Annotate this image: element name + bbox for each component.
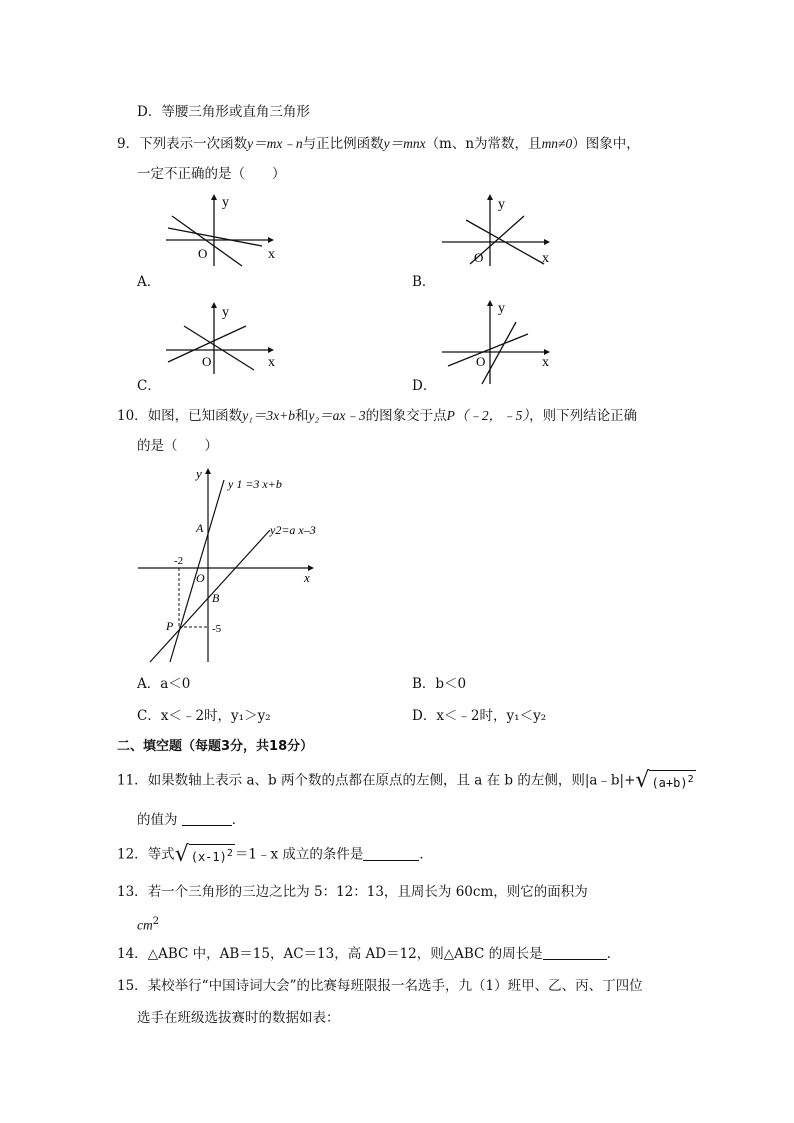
q9-text4: ）图象中，	[572, 136, 640, 152]
q9-text3: （m、n为常数，且	[425, 136, 542, 152]
q11-radicand: (a+b)	[651, 776, 688, 790]
q14-stem	[117, 944, 620, 964]
q9-expr2: y＝mnx	[383, 136, 426, 151]
q13-unit: cm	[137, 917, 153, 933]
origin-label: O	[198, 246, 208, 261]
q12-post: ＝1﹣x 成立的条件是	[234, 846, 364, 863]
q10-text4: ，则下列结论正确	[529, 408, 638, 424]
q11-line2-text: 的值为	[137, 812, 178, 828]
q9-option-b: B．	[412, 274, 436, 290]
y1-line-label: y 1 =3 x+b	[228, 477, 282, 491]
q10-figure	[136, 464, 326, 666]
line-2	[482, 322, 516, 384]
x-label: x	[542, 355, 549, 370]
q9-option-a: A．	[137, 274, 161, 290]
q9-text1: 下列表示一次函数	[139, 136, 248, 152]
q9-expr1: y＝mx﹣n	[247, 136, 303, 151]
q12-period: ．	[419, 846, 433, 863]
q9-graph-c	[158, 300, 288, 376]
q11-number: 11．	[117, 772, 148, 789]
q13-line2	[137, 912, 159, 936]
q12-pre: 等式	[147, 846, 175, 863]
q11-period: ．	[231, 812, 246, 828]
point-b-label: B	[212, 591, 220, 605]
tick-neg2: -2	[174, 555, 184, 567]
q9-option-c: C．	[137, 378, 161, 394]
y-label: y	[196, 466, 202, 481]
q10-text1: 如图，已知函数	[147, 408, 243, 424]
line-y2	[150, 530, 270, 662]
q13-stem	[117, 882, 588, 902]
x-label: x	[304, 570, 310, 585]
q9-cond: mn≠0	[541, 136, 573, 151]
q13-number: 13．	[117, 884, 148, 900]
q13-unit-exp: 2	[152, 916, 160, 927]
q12-exponent: 2	[226, 848, 233, 859]
q9-text2: 与正比例函数	[302, 136, 384, 152]
q11-answer-blank[interactable]	[182, 811, 232, 826]
q15-stem	[117, 976, 643, 996]
q11-sqrt: √ $(a+b)^2$	[635, 768, 694, 793]
tick-neg5: -5	[212, 623, 222, 635]
q10-option-d: D．x＜﹣2时，y₁＜y₂	[412, 708, 547, 724]
q12-sqrt: √ $(x-1)^2$	[174, 842, 233, 867]
q15-line2: 选手在班级选拔赛时的数据如表：	[137, 1010, 340, 1026]
q10-option-b: B．b＜0	[412, 676, 467, 692]
q10-number: 10．	[117, 408, 148, 424]
origin-label: O	[476, 354, 486, 369]
q11-text: 如果数轴上表示 a、b 两个数的点都在原点的左侧，且 a 在 b 的左侧，则|a﹣b|+	[147, 772, 636, 789]
q14-answer-blank[interactable]	[543, 945, 607, 960]
origin-label: O	[202, 354, 212, 369]
q12-answer-blank[interactable]	[363, 846, 419, 861]
q9-stem	[117, 134, 640, 154]
line-1	[448, 334, 528, 366]
q10-option-a: A．a＜0	[137, 676, 191, 692]
q11-exponent: 2	[687, 774, 694, 785]
q10-text3: 的图象交于点	[365, 408, 447, 424]
q9-number: 9．	[117, 136, 140, 152]
y-label: y	[222, 305, 229, 320]
q10-stem	[117, 406, 637, 426]
q12-radicand: (x-1)	[190, 850, 227, 864]
q10-stem-line2: 的是（ ）	[137, 438, 218, 454]
q9-graph-d	[436, 296, 566, 386]
q10-point: P（﹣2，﹣5）	[446, 408, 530, 423]
q10-y1: y₁＝3x+b	[242, 408, 295, 423]
point-p-label: P	[166, 619, 174, 633]
q14-text: △ABC 中，AB＝15，AC＝13，高 AD＝12，则△ABC 的周长是	[147, 946, 543, 962]
q12-stem	[117, 844, 433, 866]
point-a-label: A	[196, 521, 204, 535]
x-label: x	[542, 251, 549, 266]
q15-number: 15．	[117, 978, 148, 994]
q10-option-c: C．x＜﹣2时，y₁＞y₂	[137, 708, 271, 724]
q9-stem-line2: 一定不正确的是（ ）	[137, 166, 286, 182]
section-heading: 二、填空题（每题3分，共18分）	[117, 739, 314, 754]
y-label: y	[222, 195, 229, 210]
q9-graph-a	[158, 192, 288, 268]
q10-text2: 和	[294, 408, 309, 424]
x-label: x	[268, 247, 275, 262]
q10-y2: y₂＝ax﹣3	[308, 408, 366, 423]
q9-option-d: D．	[412, 378, 437, 394]
y-label: y	[498, 301, 505, 316]
q15-text: 某校举行“中国诗词大会”的比赛每班限报一名选手，九（1）班甲、乙、丙、丁四位	[147, 978, 643, 994]
x-label: x	[268, 355, 275, 370]
q14-number: 14．	[117, 946, 148, 962]
q11-stem	[117, 770, 696, 792]
y-label: y	[498, 197, 505, 212]
q14-period: ．	[606, 946, 621, 962]
q13-text: 若一个三角形的三边之比为 5：12：13，且周长为 60cm，则它的面积为	[147, 884, 588, 900]
q8-option-d: D．等腰三角形或直角三角形	[137, 104, 310, 120]
q11-line2	[137, 810, 245, 830]
origin-label: O	[196, 571, 205, 585]
q9-graph-b	[436, 192, 566, 268]
y2-line-label: y2=a x–3	[270, 523, 316, 537]
origin-label: O	[474, 250, 484, 265]
q12-number: 12．	[117, 846, 148, 863]
line-1	[168, 228, 262, 246]
line-2	[184, 326, 254, 370]
